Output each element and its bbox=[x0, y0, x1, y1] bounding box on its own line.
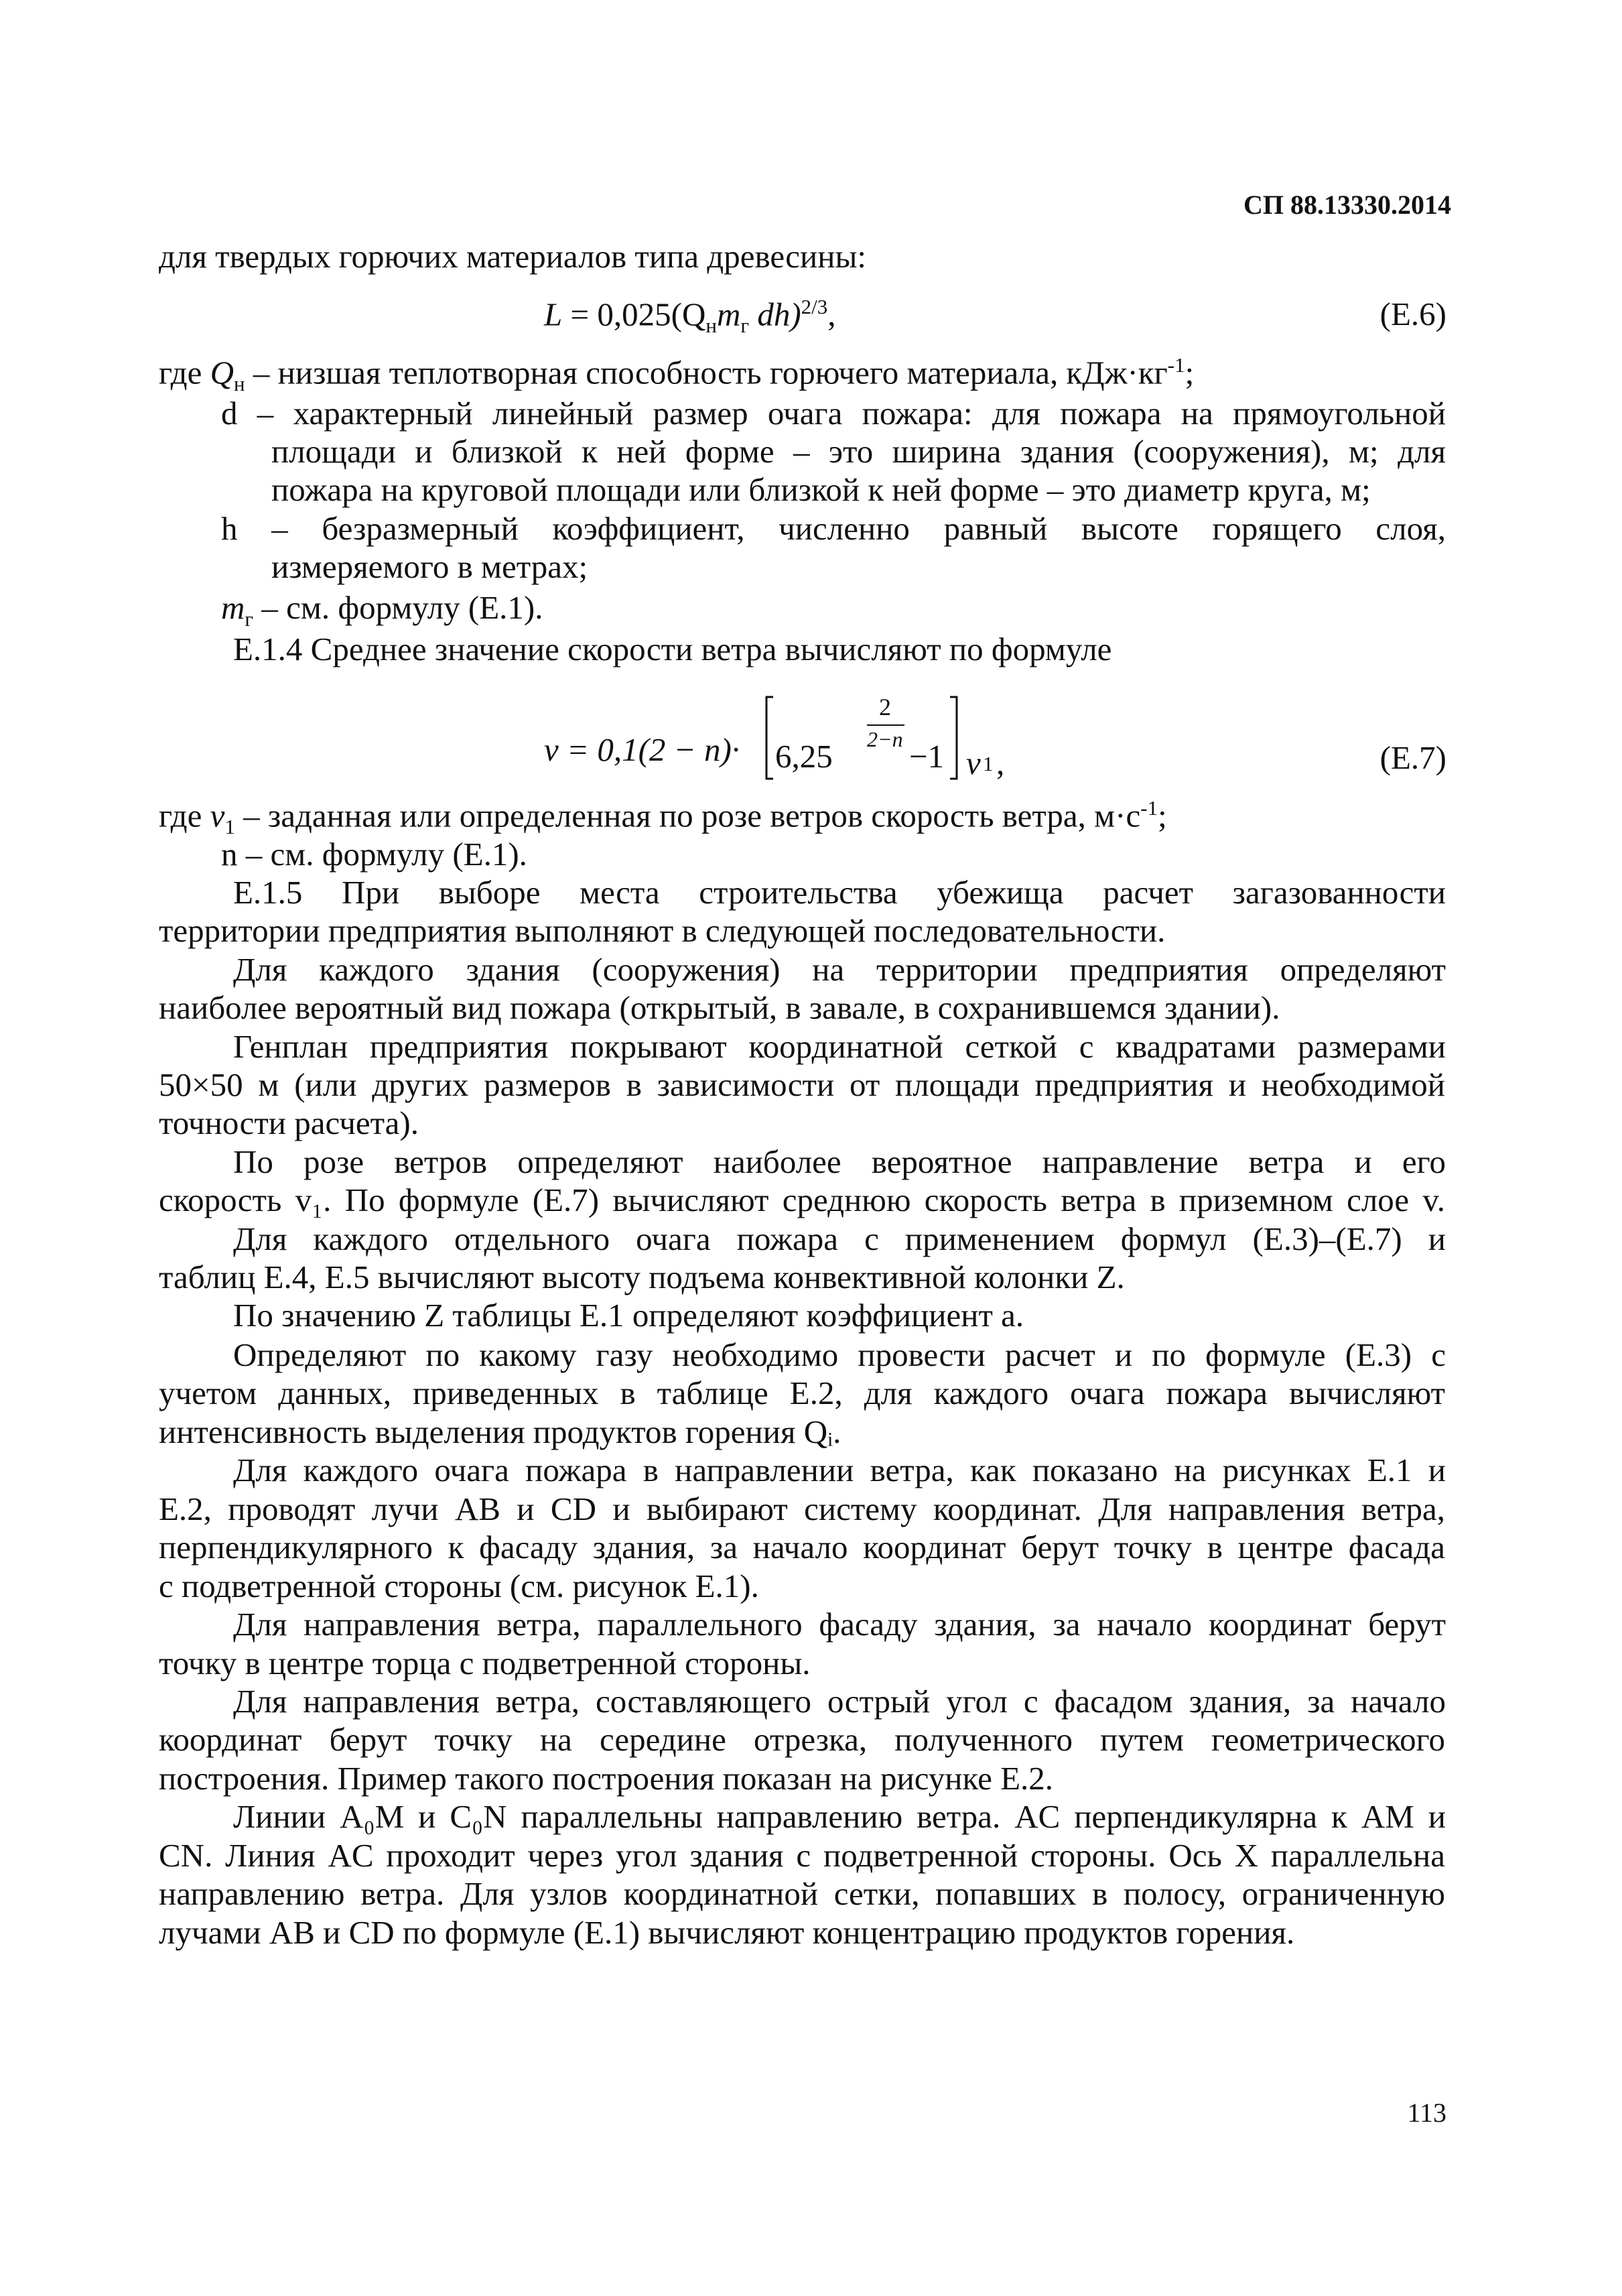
paragraph-11-line-2: CN. Линия AC проходит через угол здания с подветренной стороны. Ось X параллельна bbox=[159, 1837, 1445, 1874]
definition-h-line-1: h – безразмерный коэффициент, численно равный высоте горящего слоя, bbox=[221, 510, 1446, 547]
equation-number-e7: (Е.7) bbox=[1379, 739, 1446, 776]
paragraph-10-line-1: Для направления ветра, составляющего острый угол с фасадом здания, за начало bbox=[233, 1683, 1446, 1720]
formula-e6: $L = 0,025(Q_нm_г$ dh)$^{2/3}$, bbox=[544, 295, 836, 338]
definition-q: где $Q_н$ – низшая теплотворная способность горючего материала, $кДж\cdot кг^{-1}$; bbox=[159, 353, 1195, 396]
paragraph-5-line-2: таблиц Е.4, Е.5 вычисляют высоту подъема конвективной колонки Z. bbox=[159, 1259, 1125, 1295]
document-code: СП 88.13330.2014 bbox=[1243, 190, 1451, 220]
paragraph-8-line-2: Е.2, проводят лучи AB и CD и выбирают систему координат. Для направления ветра, bbox=[159, 1490, 1445, 1527]
paragraph-11-line-1: Линии A₀M и C₀N параллельны направлению ветра. AC перпендикулярна к AM и bbox=[233, 1798, 1446, 1835]
page-number: 113 bbox=[1407, 2098, 1446, 2128]
paragraph-4-line-1: По розе ветров определяют наиболее вероятное направление ветра и его bbox=[233, 1143, 1446, 1180]
paragraph-3-line-2: 50×50 м (или других размеров в зависимости от площади предприятия и необходимой bbox=[159, 1066, 1445, 1103]
paragraph-4-line-2: скорость v₁. По формуле (Е.7) вычисляют среднюю скорость ветра в приземном слое v. bbox=[159, 1182, 1445, 1218]
paragraph-3-line-1: Генплан предприятия покрывают координатной сеткой с квадратами размерами bbox=[233, 1028, 1446, 1065]
definition-n: n – см. формулу (Е.1). bbox=[221, 836, 527, 873]
paragraph-8-line-3: перпендикулярного к фасаду здания, за начало координат берут точку в центре фасада bbox=[159, 1529, 1445, 1566]
paragraph-3-line-3: точности расчета). bbox=[159, 1104, 419, 1141]
definition-h-line-2: измеряемого в метрах; bbox=[271, 548, 588, 585]
paragraph-7-line-1: Определяют по какому газу необходимо провести расчет и по формуле (Е.3) с bbox=[233, 1336, 1446, 1373]
paragraph-7-line-2: учетом данных, приведенных в таблице Е.2, для каждого очага пожара вычисляют bbox=[159, 1375, 1445, 1411]
paragraph-2-line-2: наиболее вероятный вид пожара (открытый, в завале, в сохранившемся здании). bbox=[159, 989, 1280, 1026]
definition-d-line-3: пожара на круговой площади или близкой к ней форме – это диаметр круга, м; bbox=[271, 471, 1371, 508]
paragraph-1-line-2: территории предприятия выполняют в следующей последовательности. bbox=[159, 912, 1166, 949]
paragraph-11-line-3: направлению ветра. Для узлов координатной сетки, попавших в полосу, ограниченную bbox=[159, 1875, 1445, 1912]
paragraph-8-line-4: с подветренной стороны (см. рисунок Е.1). bbox=[159, 1568, 759, 1604]
paragraph-8-line-1: Для каждого очага пожара в направлении ветра, как показано на рисунках Е.1 и bbox=[233, 1452, 1446, 1488]
definition-mg: $m_г$ – см. формулу (Е.1). bbox=[221, 589, 543, 631]
equation-number-e6: (Е.6) bbox=[1379, 296, 1446, 332]
paragraph-7-line-3: интенсивность выделения продуктов горения Qᵢ. bbox=[159, 1413, 841, 1450]
paragraph-9-line-2: точку в центре торца с подветренной стороны. bbox=[159, 1645, 811, 1681]
definition-v1: где $v_1$ – заданная или определенная по розе ветров скорость ветра, $м\cdot с^{-1}$; bbox=[159, 796, 1167, 839]
paragraph-11-line-4: лучами AB и CD по формуле (Е.1) вычисляют концентрацию продуктов горения. bbox=[159, 1914, 1295, 1951]
paragraph-9-line-1: Для направления ветра, параллельного фасаду здания, за начало координат берут bbox=[233, 1606, 1446, 1643]
definition-d-line-2: площади и близкой к ней форме – это ширина здания (сооружения), м; для bbox=[271, 433, 1446, 470]
definition-d-line-1: d – характерный линейный размер очага пожара: для пожара на прямоугольной bbox=[221, 395, 1446, 432]
paragraph-6: По значению Z таблицы Е.1 определяют коэффициент a. bbox=[233, 1297, 1024, 1334]
section-e14: Е.1.4 Среднее значение скорости ветра вычисляют по формуле bbox=[233, 631, 1112, 667]
paragraph-10-line-3: построения. Пример такого построения показан на рисунке Е.2. bbox=[159, 1760, 1054, 1797]
paragraph-10-line-2: координат берут точку на середине отрезка, полученного путем геометрического bbox=[159, 1721, 1445, 1758]
paragraph-2-line-1: Для каждого здания (сооружения) на территории предприятия определяют bbox=[233, 951, 1446, 988]
paragraph-1-line-1: Е.1.5 При выборе места строительства убежища расчет загазованности bbox=[233, 874, 1446, 911]
intro-line: для твердых горючих материалов типа древесины: bbox=[159, 238, 867, 275]
paragraph-5-line-1: Для каждого отдельного очага пожара с применением формул (Е.3)–(Е.7) и bbox=[233, 1220, 1446, 1257]
